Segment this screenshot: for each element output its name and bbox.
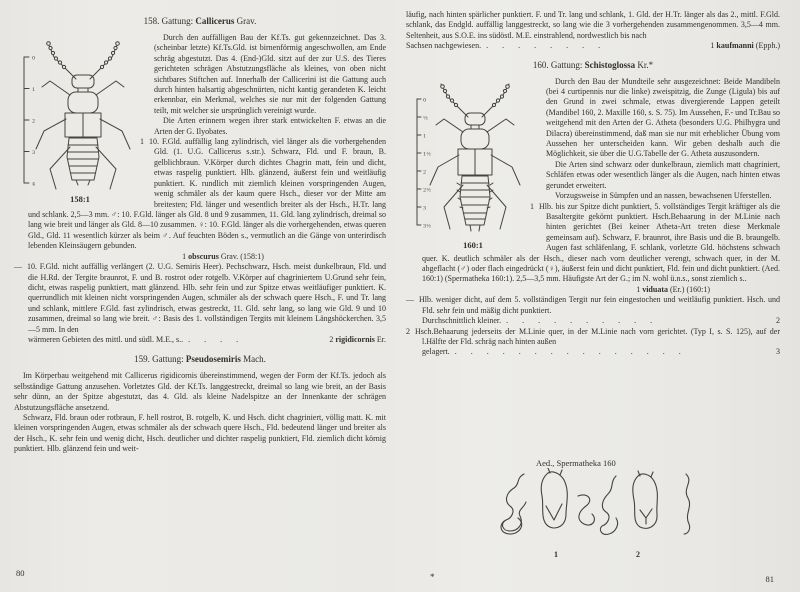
species-name: rigidicornis xyxy=(335,334,375,344)
key-ref-number: 2 xyxy=(776,316,780,326)
genus-159-paragraph-2: Schwarz, Fld. braun oder rotbraun, F. hell rostrot, B. rotgelb, K. und Hsch. dicht chagriniert, völlig matt. K. mit kleinen vorspringenden Augen, etwas schmäler als der schwach quere Hsch., Fld. bedeutend länger und breiter als der Hsch., K. sehr fein und wenig dicht, Hsch. deutlicher und dichter raspelig punktiert, Fld. ziemlich dicht körnig punktiert. Hlb. glänzend fein und weit- xyxy=(14,413,386,454)
genus-160-heading-prefix: 160. Gattung: xyxy=(532,59,583,70)
dot-leader: . . . . . . . . . . xyxy=(506,316,653,326)
genus-158-intro-paragraph: Durch den auffälligen Bau der Kf.Ts. gut gekennzeichnet. Das 3. (scheinbar letzte) Kf.Ts.Gld. ist birnenförmig angeschwollen, am Ende schräg abgestutzt. Das 4. (End-)Gld. sitzt auf der zur U.S. des Tieres gerichteten schrägen Abstutzungsfläche als kleines, von oben nicht sichtbares Stiftchen auf. Innerhalb der Callicerini ist die Gattung auch durch hinten halsartig abgeschnürten, nicht kantig gerandeten K. leicht erkennbar, ein Merkmal, welches sie nur mit der folgenden Gattung teilt, mit welcher sie ursprünglich vereinigt wurde. xyxy=(154,33,386,115)
key-item-dash-text: 10. F.Gld. nicht auffällig verlängert (2. U.G. Semiris Heer). Pechschwarz, Hsch. meist dunkelbraun, Fld. und die H.Rd. der Tergite braunrot, F. und B. rostrot oder rotgelb. V.Körper auf chagriniertem U.Grund sehr fein, dicht, etwas raspelig punktiert, matt glänzend. Hlb. sehr fein und zur Spitze etwas weitläufiger punktiert. K. querrundlich mit kleinen nicht vorspringenden Augen, schmäler als der schwach quere Hsch., F. und Tr. lang und schlank, mittlere F.Gld. fast zylindrisch, etwas gestreckt, 11. Gld. sehr lang, so lang wie Gld. 9 und 10 zusammen, dreimal so lang wie breit. ♂: Basis des 1. vollständigen Tergits mit kleinem Längshöckerchen. 3,5—5 mm. In den xyxy=(27,262,386,334)
key-dash-tail-row xyxy=(406,316,780,326)
svg-text:0: 0 xyxy=(423,97,427,104)
svg-text:1½: 1½ xyxy=(423,151,432,158)
species-name: viduata xyxy=(642,284,668,294)
genus-158-heading xyxy=(14,16,386,26)
genus-158-name: Callicerus xyxy=(195,16,235,26)
genus-158-note-paragraph: Die Arten erinnern wegen ihrer stark entwickelten F. etwas an die Arten der G. Ilyobates. xyxy=(154,116,386,136)
svg-text:3: 3 xyxy=(32,150,36,156)
spermatheca-caption: Aed., Spermatheka 160 xyxy=(536,458,616,468)
figure-label-160: 160:1 xyxy=(463,239,483,250)
species-result-obscurus xyxy=(14,252,386,263)
genus-160-author: Kr.* xyxy=(637,59,654,70)
species-number: 1 xyxy=(182,251,187,261)
beetle-figure-160 xyxy=(408,79,538,250)
dot-leader: . . . . xyxy=(188,334,239,344)
genus-159-heading xyxy=(14,354,386,364)
key-ref-number: 3 xyxy=(776,347,780,357)
svg-text:1: 1 xyxy=(423,133,427,140)
key-item-1-marker: 1 xyxy=(530,201,534,211)
key-item-2-marker: 2 xyxy=(406,326,410,336)
svg-text:2½: 2½ xyxy=(423,187,432,194)
svg-text:0: 0 xyxy=(32,55,36,62)
species-author: (Er.) (160:1) xyxy=(670,284,710,294)
spermatheca-label-2: 2 xyxy=(636,550,640,559)
key-item-dash-text: Hlb. weniger dicht, auf dem 5. vollständigen Tergit nur fein eingestochen und weitläufig punktiert. Hsch. und Fld. sehr fein und mäßig dicht punktiert. xyxy=(419,295,780,315)
key-item-dash xyxy=(406,295,780,316)
species-number: 1 xyxy=(710,41,715,51)
species-author: Er. xyxy=(376,334,386,344)
species-result-text xyxy=(710,41,780,51)
svg-text:2: 2 xyxy=(423,169,427,176)
key-item-dash-marker: — xyxy=(406,295,414,305)
key-item-2 xyxy=(406,327,780,348)
genus-160-paragraph-2: Die Arten sind schwarz oder dunkelbraun, ziemlich matt chagriniert, Schläfen etwas oder wesentlich länger als die Augen, nach hinten etwas gerundet erweitert. xyxy=(546,159,780,190)
dot-leader: . . . . . . . . . . . . . . . xyxy=(454,347,681,357)
genus-159-name: Pseudosemiris xyxy=(185,354,241,365)
key-item-1-marker: 1 xyxy=(140,137,144,147)
dot-leader: . . . . . . . . xyxy=(486,41,601,51)
key-item-dash-marker: — xyxy=(14,262,22,272)
figure-label-158: 158:1 xyxy=(70,194,90,204)
spermatheca-label-1: 1 xyxy=(554,550,558,559)
page-number-81: 81 xyxy=(765,574,774,584)
species-author: Grav. (158:1) xyxy=(220,251,264,261)
key-item-2-text: Hsch.Behaarung jederseits der M.Linie quer, in der M.Linie nach vorn gerichtet. (Typ I, s. S. 125), auf der l.Hälfte der Fld. schräg nach hinten außen xyxy=(415,326,780,346)
species-result-kaufmanni xyxy=(406,41,780,51)
species-number: 2 xyxy=(329,334,334,344)
key-item-dash xyxy=(14,262,386,335)
genus-159-paragraph-1: Im Körperbau weitgehend mit Callicerus rigidicornis übereinstimmend, wegen der Form der Kf.Ts. jedoch als selbständige Gattung anzusehen. Vorletztes Gld. der Kf.Ts. langgestreckt, dreimal so lang wie breit, an der Basis sehr dünn, an der Spitze abgestutzt, das 4. Gld. als kleine Nadelspitze an der Innenkante der schrägen Abstutzungsfläche ansetzend. xyxy=(14,371,386,412)
genus-160-paragraph-1: Durch den Bau der Mundteile sehr ausgezeichnet: Beide Mandibeln (bei 4 curtipennis nur die linke) zweispitzig, die Zunge (Ligula) bis auf den Grund in zwei schmale, etwas divergierende Lappen geteilt (Mandibel 160, 2. Maxille 160, s. S. 75). Im Aussehen, F.- und Tr.Bau so weitgehend mit den Arten der G. Atheta (besonders U.G. Philhygra und Dilacra) übereinstimmend, daß man sie nur mit erheblicher Übung vom Aussehen her unterscheiden kann. Wir geben deshalb auch die Möglichkeit, sie über die U.G.Tabelle der G. Atheta auszusondern. xyxy=(546,76,780,159)
species-author: (Epph.) xyxy=(755,41,780,51)
genus-160-name: Schistoglossa xyxy=(584,59,636,70)
svg-text:3: 3 xyxy=(423,205,427,212)
footnote-asterisk: * xyxy=(430,572,435,582)
key-item-1-text: Hlb. bis zur Spitze dicht punktiert, 5. vollständiges Tergit kräftiger als die Basaltergite gekörnt punktiert. Hsch.Behaarung in der M.Linie nach hinten gerichtet (Bei keiner Atheta-Art treten diese Merkmale gemeinsam auf). Schwarz, F. braunrot, ihre Basis und die B. braungelb. Augen fast schläfenlang, F. schlank, vorletzte Gld. höchstens schwach quer. K. deutlich schmäler als der Hsch., dieser nach vorn deutlicher verengt, schwach quer, in der M. abgeflacht (♂) oder flach eingedrückt (♀), äußerst fein und dicht punktiert, Fld. fein und dicht punktiert. (Aed. 160:1) (Spermatheka 160:1). 2,5—3,5 mm. Häufigste Art der G.; im N. wohl ü.n.s., sonst ziemlich s.. xyxy=(422,201,780,284)
page-number-80: 80 xyxy=(16,568,25,578)
genus-158-author: Grav. xyxy=(236,16,257,26)
svg-text:3½: 3½ xyxy=(423,223,432,230)
key-item-1-text: 10. F.Gld. auffällig lang zylindrisch, viel länger als die vorhergehenden Gld. (1. U.G. Callicerus s.str.). Schwarz, Fld. und F. braun, B. gelblichbraun. V.Körper durch dichtes Chagrin matt, fein und dicht, etwas raspelig punktiert. Hlb. glänzend, äußerst fein und weitläufig punktiert. K. rundlich mit ziemlich kleinen vorspringenden Augen, wenig schmäler als der kaum quere Hsch., dieser vor der Mitte am breitesten; Fld. länger und wesentlich breiter als der Hsch., H.Tr. lang und schlank. 2,5—3 mm. ♂: 10. F.Gld. länger als Gld. 8 und 9 zusammen, 11. Gld. lang zylindrisch, dreimal so lang wie breit und länger als Gld. 8—10 zusammen. ♀: 10. F.Gld. länger als die vorhergehenden, etwas queren Gld., Gld. 11 wesentlich kürzer als beim ♂. Auf feuchten Böden s., vermutlich an die Gänge von unterirdisch lebenden Kleinsäugern gebunden. xyxy=(28,137,386,251)
genus-158-heading-prefix: 158. Gattung: xyxy=(143,16,194,26)
key-2-tail-row xyxy=(406,347,780,357)
svg-text:½: ½ xyxy=(423,115,428,122)
tail-text: Sachsen nachgewiesen. xyxy=(406,41,482,51)
continuation-paragraph: läufig, nach hinten spärlicher punktiert. F. und Tr. lang und schlank, 1. Gld. der H.Tr. länger als das 2., mittl. F.Gld. schlank, das Endgld. auffällig langgestreckt, so lang wie die 3 vorhergehenden zusammengenommen. 3,5—4 mm. Seltenheit, aus S.O.E. ins südöstl. M.E. einstrahlend, nordwestlich bis nach xyxy=(406,10,780,40)
genus-160-paragraph-3: Vorzugsweise in Sümpfen und an nassen, bewachsenen Uferstellen. xyxy=(555,191,772,201)
species-result-rigidicornis xyxy=(14,335,386,345)
tail-text: gelagert. xyxy=(422,347,450,357)
spermatheca-figure-block xyxy=(490,458,750,559)
spermatheca-illustrations xyxy=(490,468,730,538)
species-result-text xyxy=(329,335,386,345)
svg-text:1: 1 xyxy=(32,87,36,93)
genus-160-heading xyxy=(406,60,780,70)
species-result-viduata xyxy=(406,285,780,296)
tail-text: wärmeren Gebieten des mittl. und südl. M.E., s.. xyxy=(28,334,184,344)
genus-159-author: Mach. xyxy=(243,354,266,365)
svg-text:4: 4 xyxy=(32,181,36,188)
right-page xyxy=(400,0,800,592)
beetle-figure-158 xyxy=(14,35,146,204)
beetle-illustration-160 xyxy=(408,79,538,239)
tail-text: Durchschnittlich kleiner. xyxy=(422,316,502,326)
svg-text:2: 2 xyxy=(32,118,36,125)
beetle-illustration-158 xyxy=(14,35,146,193)
species-name: obscurus xyxy=(188,251,219,261)
genus-159-heading-prefix: 159. Gattung: xyxy=(134,354,184,365)
species-number: 1 xyxy=(636,284,641,294)
species-name: kaufmanni xyxy=(716,41,754,51)
